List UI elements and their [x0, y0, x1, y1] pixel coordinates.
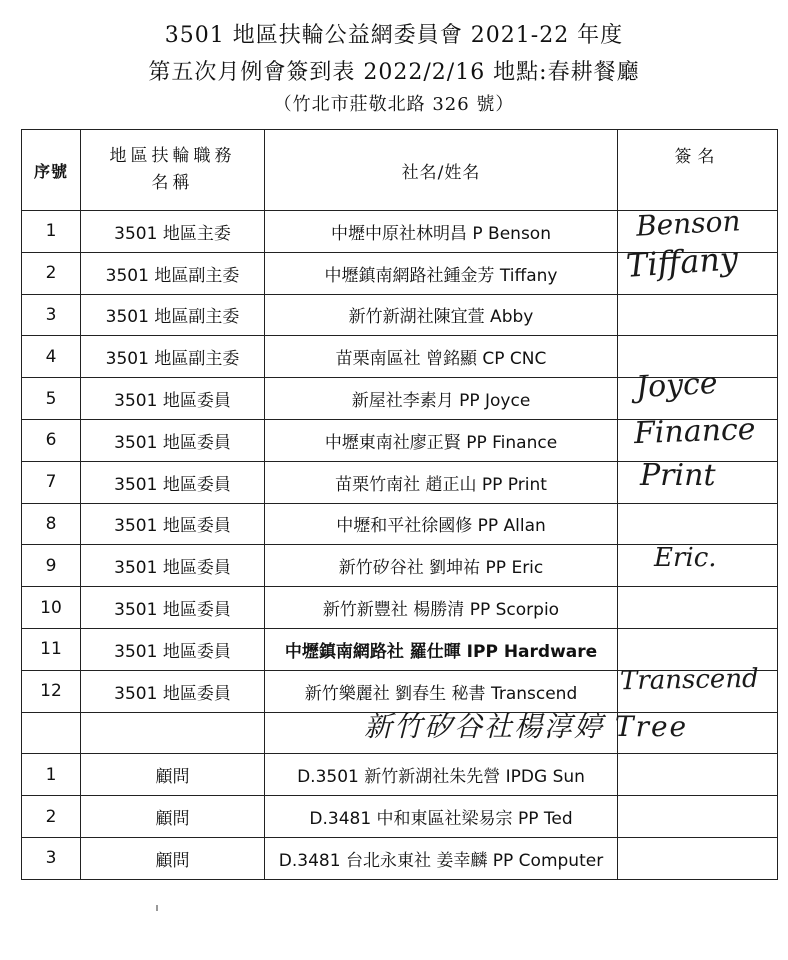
row-duty: 3501 地區委員	[81, 378, 265, 420]
table-row	[22, 503, 778, 545]
header-seq: 序號	[22, 130, 81, 211]
row-seq: 6	[22, 419, 81, 461]
table-header-row	[22, 130, 778, 211]
row-name: 新竹樂麗社 劉春生 秘書 Transcend	[265, 670, 618, 712]
row-name: 中壢鎮南網路社鍾金芳 Tiffany	[265, 252, 618, 294]
row-name: 新竹新湖社陳宜萱 Abby	[265, 294, 618, 336]
row-seq: 1	[22, 211, 81, 253]
table-row	[22, 419, 778, 461]
row-seq: 3	[22, 294, 81, 336]
row-duty: 顧問	[81, 796, 265, 838]
document-title: 3501 地區扶輪公益網委員會 2021-22 年度	[164, 23, 624, 48]
document-address: （竹北市莊敬北路 326 號）	[273, 94, 515, 115]
row-signature-cell	[618, 294, 778, 336]
row-name: 新竹新豐社 楊勝清 PP Scorpio	[265, 587, 618, 629]
row-seq: 3	[22, 837, 81, 879]
row-duty: 3501 地區副主委	[81, 294, 265, 336]
row-name: 中壢鎮南網路社 羅仕暉 IPP Hardware	[265, 628, 618, 670]
row-signature-cell	[618, 457, 778, 503]
row-seq: 8	[22, 503, 81, 545]
handwritten-entry-text: 新竹矽谷社楊淳婷 Tree	[364, 710, 689, 743]
header-duty-line2: 名稱	[151, 173, 194, 193]
row-name: 中壢中原社林明昌 P Benson	[265, 211, 618, 253]
table-row	[22, 461, 778, 503]
document-subtitle: 第五次月例會簽到表 2022/2/16 地點:春耕餐廳	[148, 60, 640, 85]
row-signature-cell	[618, 837, 778, 879]
table-row	[22, 837, 778, 879]
row-signature-cell	[618, 411, 778, 461]
row-seq	[22, 712, 81, 754]
row-duty: 3501 地區委員	[81, 587, 265, 629]
handwritten-signature: Tiffany	[624, 238, 740, 285]
row-signature-cell	[618, 366, 778, 420]
handwritten-entry	[364, 705, 764, 747]
table-row	[22, 628, 778, 670]
row-seq: 7	[22, 461, 81, 503]
header-signature: 簽名	[618, 130, 778, 211]
row-name: 苗栗南區社 曾銘顯 CP CNC	[265, 336, 618, 378]
row-signature-cell	[618, 796, 778, 838]
row-name: D.3501 新竹新湖社朱先營 IPDG Sun	[265, 754, 618, 796]
row-seq: 11	[22, 628, 81, 670]
row-duty: 3501 地區副主委	[81, 336, 265, 378]
row-signature-cell	[618, 336, 778, 378]
table-row	[22, 378, 778, 420]
table-row	[22, 336, 778, 378]
table-row	[22, 545, 778, 587]
row-duty: 3501 地區委員	[81, 545, 265, 587]
header-duty-line1: 地區扶輪職務	[109, 146, 236, 166]
handwritten-signature: Joyce	[635, 366, 719, 406]
table-row	[22, 252, 778, 294]
row-signature-cell	[618, 754, 778, 796]
row-name: 新屋社李素月 PP Joyce	[265, 378, 618, 420]
row-duty: 顧問	[81, 754, 265, 796]
handwritten-signature: Eric.	[654, 543, 717, 574]
row-seq: 1	[22, 754, 81, 796]
row-signature-cell	[618, 503, 778, 545]
row-signature-cell	[618, 587, 778, 629]
table-row	[22, 587, 778, 629]
row-seq: 4	[22, 336, 81, 378]
handwritten-signature: Transcend	[619, 663, 759, 696]
handwritten-signature: Benson	[635, 204, 742, 243]
row-name: D.3481 台北永東社 姜幸麟 PP Computer	[265, 837, 618, 879]
sign-in-table	[21, 129, 778, 880]
row-duty: 3501 地區委員	[81, 628, 265, 670]
row-name: 新竹矽谷社 劉坤祐 PP Eric	[265, 545, 618, 587]
row-signature-cell	[618, 628, 778, 670]
table-row	[22, 796, 778, 838]
row-seq: 9	[22, 545, 81, 587]
row-name: 中壢和平社徐國修 PP Allan	[265, 503, 618, 545]
table-row	[22, 211, 778, 253]
header-duty	[81, 130, 265, 211]
stray-mark	[156, 905, 158, 911]
row-signature-cell	[618, 238, 778, 294]
row-duty: 3501 地區委員	[81, 419, 265, 461]
row-seq: 12	[22, 670, 81, 712]
row-name: 中壢東南社廖正賢 PP Finance	[265, 419, 618, 461]
row-duty: 3501 地區主委	[81, 211, 265, 253]
table-row	[22, 294, 778, 336]
row-duty	[81, 712, 265, 754]
row-seq: 2	[22, 252, 81, 294]
row-duty: 3501 地區副主委	[81, 252, 265, 294]
row-signature-cell	[618, 204, 778, 253]
header-club-name: 社名/姓名	[265, 130, 618, 211]
row-seq: 10	[22, 587, 81, 629]
handwritten-signature: Finance	[633, 411, 757, 452]
handwritten-signature: Print	[640, 457, 716, 493]
row-duty: 顧問	[81, 837, 265, 879]
row-signature-cell	[618, 545, 778, 587]
row-seq: 5	[22, 378, 81, 420]
table-row	[22, 754, 778, 796]
row-duty: 3501 地區委員	[81, 503, 265, 545]
row-seq: 2	[22, 796, 81, 838]
row-name: 苗栗竹南社 趙正山 PP Print	[265, 461, 618, 503]
row-duty: 3501 地區委員	[81, 461, 265, 503]
row-duty: 3501 地區委員	[81, 670, 265, 712]
row-name: D.3481 中和東區社梁易宗 PP Ted	[265, 796, 618, 838]
